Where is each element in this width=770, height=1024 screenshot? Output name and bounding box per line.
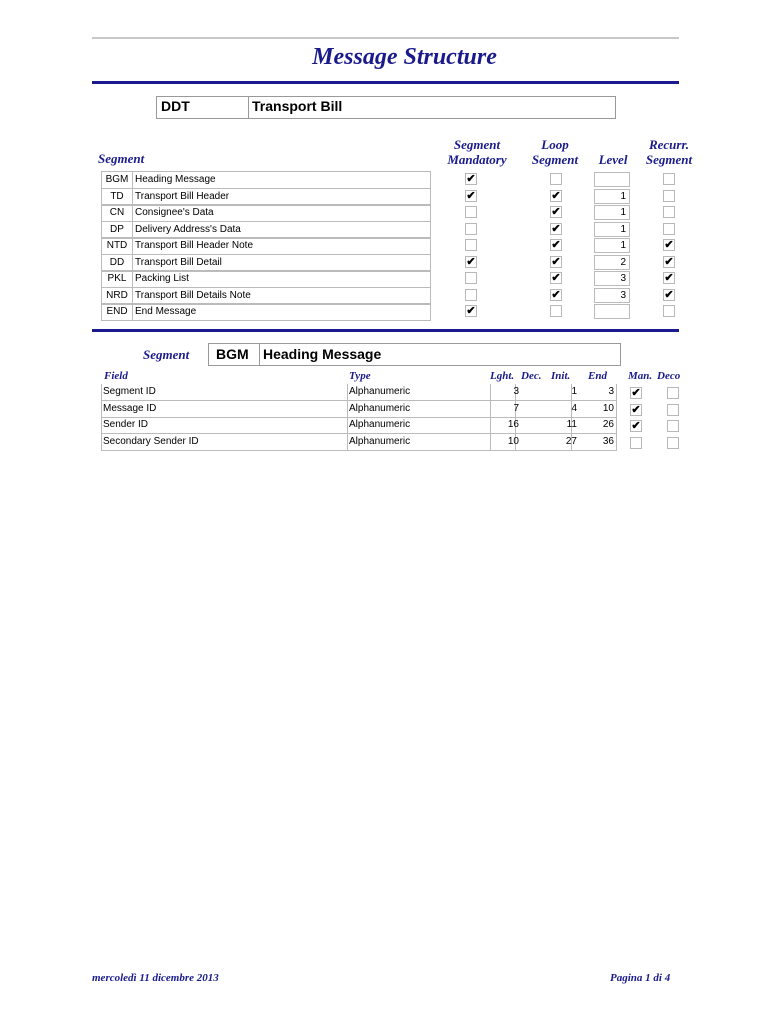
segment-code: DP bbox=[110, 223, 124, 235]
segment-mandatory-checkbox[interactable] bbox=[465, 239, 477, 251]
field-type: Alphanumeric bbox=[349, 435, 411, 447]
segment-mandatory-checkbox[interactable]: ✔ bbox=[466, 189, 476, 202]
segment-detail-name: Heading Message bbox=[263, 346, 382, 362]
field-end: 3 bbox=[608, 386, 614, 397]
segment-name: Transport Bill Header Note bbox=[135, 240, 254, 251]
footer-date: mercoledì 11 dicembre 2013 bbox=[92, 972, 219, 984]
field-column-header: Field bbox=[104, 370, 128, 382]
field-end: 26 bbox=[602, 419, 614, 430]
field-init: 11 bbox=[566, 419, 577, 430]
segment-loop-checkbox[interactable]: ✔ bbox=[551, 288, 561, 301]
segment-name: Packing List bbox=[135, 273, 189, 284]
field-init: 27 bbox=[565, 435, 577, 447]
section-divider bbox=[92, 329, 679, 332]
field-init: 4 bbox=[571, 402, 577, 414]
segment-mandatory-checkbox[interactable] bbox=[465, 272, 477, 284]
segment-mandatory-checkbox[interactable] bbox=[465, 223, 477, 235]
dec-column-header: Dec. bbox=[521, 370, 542, 382]
field-name: Sender ID bbox=[103, 419, 149, 430]
segment-recurr-checkbox[interactable]: ✔ bbox=[664, 288, 674, 301]
segment-recurr-checkbox[interactable] bbox=[663, 206, 675, 218]
page-title: Message Structure bbox=[312, 44, 497, 70]
field-length: 16 bbox=[507, 419, 519, 430]
segment-level bbox=[594, 304, 630, 319]
type-column-header: Type bbox=[349, 370, 371, 382]
field-row bbox=[101, 401, 616, 418]
field-man-checkbox[interactable] bbox=[630, 437, 642, 449]
segment-mandatory-checkbox[interactable] bbox=[465, 206, 477, 218]
segment-recurr-checkbox[interactable] bbox=[663, 173, 675, 185]
field-type: Alphanumeric bbox=[349, 419, 411, 430]
segment-mandatory-checkbox[interactable]: ✔ bbox=[466, 255, 476, 268]
segment-level bbox=[594, 172, 630, 187]
field-name: Message ID bbox=[103, 402, 157, 414]
field-length: 7 bbox=[513, 402, 519, 414]
loop-column-header: Loop Segment bbox=[531, 137, 579, 167]
field-end: 36 bbox=[602, 435, 614, 447]
segment-level: 2 bbox=[594, 255, 630, 270]
init-column-header: Init. bbox=[551, 370, 571, 382]
segment-row bbox=[101, 204, 431, 222]
segment-level: 3 bbox=[594, 271, 630, 286]
field-name: Secondary Sender ID bbox=[103, 435, 199, 447]
title-underline bbox=[92, 81, 679, 84]
segment-loop-checkbox[interactable]: ✔ bbox=[551, 189, 561, 202]
field-deco-checkbox[interactable] bbox=[667, 387, 679, 399]
segment-name: End Message bbox=[135, 306, 197, 317]
mandatory-column-header: Segment Mandatory bbox=[447, 137, 507, 167]
message-code: DDT bbox=[161, 98, 190, 114]
segment-row bbox=[101, 237, 431, 255]
segment-loop-checkbox[interactable]: ✔ bbox=[551, 206, 561, 218]
message-name: Transport Bill bbox=[252, 98, 343, 114]
segment-recurr-checkbox[interactable]: ✔ bbox=[664, 255, 674, 268]
field-name: Segment ID bbox=[103, 386, 156, 397]
segment-row bbox=[101, 303, 431, 321]
segment-level: 1 bbox=[594, 205, 630, 220]
segment-row bbox=[101, 221, 431, 239]
segment-recurr-checkbox[interactable]: ✔ bbox=[664, 272, 674, 284]
deco-column-header: Deco bbox=[657, 370, 681, 382]
segment-row bbox=[101, 254, 431, 272]
field-man-checkbox[interactable]: ✔ bbox=[631, 420, 641, 432]
segment-name: Transport Bill Detail bbox=[135, 256, 222, 268]
level-column-header: Level bbox=[598, 152, 628, 167]
segment-code: NRD bbox=[106, 289, 128, 301]
man-column-header: Man. bbox=[628, 370, 653, 382]
segment-code: PKL bbox=[107, 273, 127, 284]
segment-code: BGM bbox=[105, 174, 129, 185]
segment-level: 1 bbox=[594, 189, 630, 204]
segment-row bbox=[101, 188, 431, 206]
segment-loop-checkbox[interactable]: ✔ bbox=[551, 272, 561, 284]
segment-loop-checkbox[interactable]: ✔ bbox=[551, 222, 561, 235]
segment-code: NTD bbox=[106, 240, 128, 251]
segment-column-header: Segment bbox=[98, 151, 145, 166]
segment-mandatory-checkbox[interactable]: ✔ bbox=[466, 173, 476, 185]
field-row bbox=[101, 417, 616, 434]
field-man-checkbox[interactable]: ✔ bbox=[631, 387, 641, 399]
field-man-checkbox[interactable]: ✔ bbox=[631, 403, 641, 416]
segment-name: Delivery Address's Data bbox=[135, 223, 241, 235]
segment-code: CN bbox=[109, 207, 125, 218]
segment-loop-checkbox[interactable] bbox=[550, 305, 562, 317]
field-length: 3 bbox=[513, 386, 519, 397]
field-deco-checkbox[interactable] bbox=[667, 437, 679, 449]
field-length: 10 bbox=[507, 435, 519, 447]
field-row bbox=[101, 384, 616, 401]
segment-level: 3 bbox=[594, 288, 630, 303]
segment-row bbox=[101, 171, 431, 189]
field-end: 10 bbox=[602, 402, 614, 414]
length-column-header: Lght. bbox=[490, 370, 515, 382]
segment-code: DD bbox=[109, 256, 125, 268]
field-type: Alphanumeric bbox=[349, 402, 411, 414]
segment-level: 1 bbox=[594, 222, 630, 237]
segment-name: Transport Bill Header bbox=[135, 190, 230, 202]
segment-mandatory-checkbox[interactable] bbox=[465, 289, 477, 301]
segment-code: TD bbox=[110, 190, 124, 202]
segment-detail-code: BGM bbox=[216, 346, 249, 362]
message-box bbox=[156, 96, 616, 119]
segment-detail-box bbox=[208, 343, 621, 366]
end-column-header: End bbox=[588, 370, 607, 382]
segment-recurr-checkbox[interactable]: ✔ bbox=[664, 239, 674, 251]
field-deco-checkbox[interactable] bbox=[667, 404, 679, 416]
segment-loop-checkbox[interactable]: ✔ bbox=[551, 239, 561, 251]
segment-recurr-checkbox[interactable] bbox=[663, 305, 675, 317]
segment-name: Heading Message bbox=[135, 174, 216, 185]
segment-code: END bbox=[106, 306, 128, 317]
segment-name: Transport Bill Details Note bbox=[135, 289, 251, 301]
segment-recurr-checkbox[interactable] bbox=[663, 223, 675, 235]
segment-loop-checkbox[interactable] bbox=[550, 173, 562, 185]
segment-name: Consignee's Data bbox=[135, 207, 214, 218]
recurr-column-header: Recurr. Segment bbox=[645, 137, 693, 167]
segment-level: 1 bbox=[594, 238, 630, 253]
top-rule bbox=[92, 37, 679, 39]
field-row bbox=[101, 434, 616, 451]
segment-row bbox=[101, 270, 431, 288]
field-type: Alphanumeric bbox=[349, 386, 411, 397]
segment-loop-checkbox[interactable]: ✔ bbox=[551, 255, 561, 268]
field-deco-checkbox[interactable] bbox=[667, 420, 679, 432]
segment-mandatory-checkbox[interactable]: ✔ bbox=[466, 305, 476, 317]
field-init: 1 bbox=[571, 386, 577, 397]
footer-page: Pagina 1 di 4 bbox=[610, 972, 671, 984]
segment-recurr-checkbox[interactable] bbox=[663, 190, 675, 202]
segment-detail-label: Segment bbox=[143, 347, 190, 362]
segment-row bbox=[101, 287, 431, 305]
